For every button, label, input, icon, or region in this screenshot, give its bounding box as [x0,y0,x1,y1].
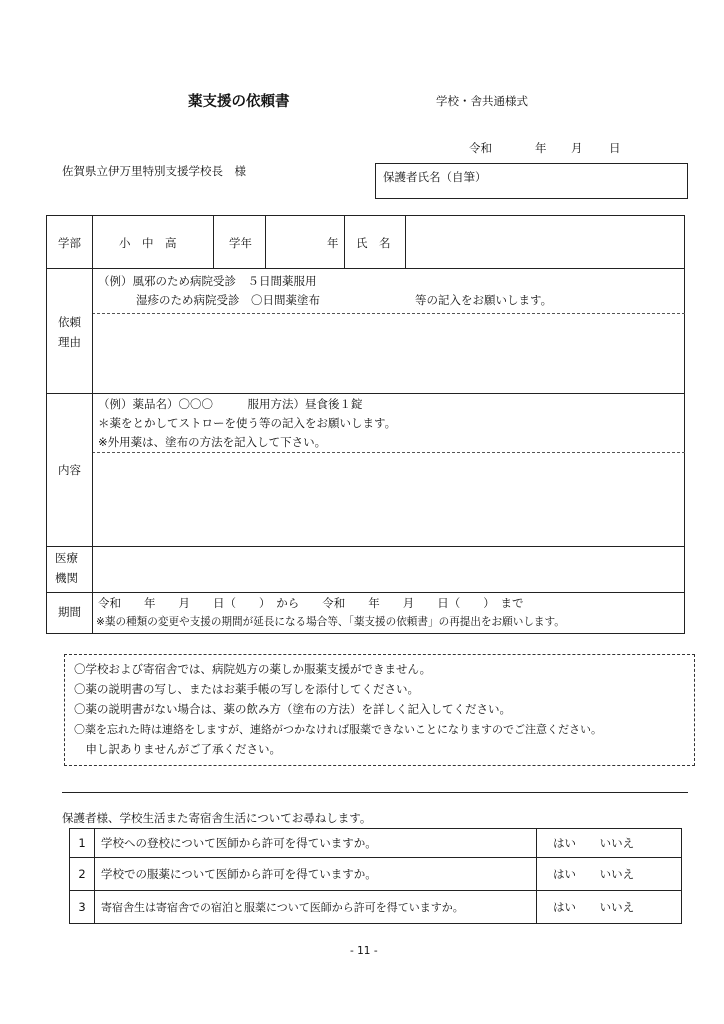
content-field[interactable] [96,455,681,543]
period-label: 期間 [58,605,81,619]
date-month: 月 [571,141,583,155]
grade-label: 学部 [58,236,81,250]
date-era: 令和 [469,141,492,155]
col-divider [213,215,214,268]
period-line[interactable]: 令和 年 月 日（ ） から 令和 年 月 日（ ） まで [98,596,524,610]
row-divider [46,592,685,593]
addressee: 佐賀県立伊万里特別支援学校長 様 [62,164,246,178]
notice-item: 〇薬の説明書がない場合は、薬の飲み方（塗布の方法）を詳しく記入してください。 [74,702,511,716]
col-divider [265,215,266,268]
answer-no[interactable]: いいえ [599,900,635,914]
row-divider [46,546,685,547]
form-type: 学校・舎共通様式 [436,94,528,108]
questions-intro: 保護者様、学校生活また寄宿舎生活についてお尋ねします。 [62,811,372,825]
table-row [70,829,682,858]
question-text: 学校への登校について医師から許可を得ていますか。 [95,829,537,858]
medical-institution-field[interactable] [96,550,681,588]
row-divider [46,393,685,394]
answer-no[interactable]: いいえ [599,836,635,850]
col-divider [405,215,406,268]
reason-example-1: （例）風邪のため病院受診 ５日間薬服用 [98,274,317,288]
division-options[interactable]: 小 中 高 [119,236,177,250]
answer-cell [537,891,682,924]
question-text: 学校での服薬について医師から許可を得ていますか。 [95,858,537,891]
year-unit: 年 [327,236,339,250]
medical-label-line1: 医療 [55,551,78,565]
reason-label-line2: 理由 [58,335,81,349]
content-example-2: ＊薬をとかしてストローを使う等の記入をお願いします。 [98,416,397,430]
medical-label-line2: 機関 [55,571,78,585]
year-label: 学年 [229,236,252,250]
guardian-signature-field[interactable] [375,163,688,199]
questions-table [69,828,682,924]
content-example-3: ※外用薬は、塗布の方法を記入して下さい。 [98,435,327,449]
question-text: 寄宿舎生は寄宿舎での宿泊と服薬について医師から許可を得ていますか。 [95,891,537,924]
answer-no[interactable]: いいえ [599,867,635,881]
table-row [70,858,682,891]
date-day: 日 [609,141,621,155]
period-note: ※薬の種類の変更や支援の期間が延長になる場合等、「薬支援の依頼書」の再提出をお願いします。 [96,616,565,628]
page-title: 薬支援の依頼書 [188,94,290,110]
answer-yes[interactable]: はい [553,867,576,881]
notice-item: 〇薬を忘れた時は連絡をしますが、連絡がつかなければ服薬できないことになりますのでご注意ください。 [74,723,602,736]
example-divider [92,313,685,314]
guardian-label: 保護者氏名（自筆） [383,170,487,184]
answer-cell [537,829,682,858]
answer-yes[interactable]: はい [553,900,576,914]
label-column-divider [92,215,93,634]
content-example-1: （例）薬品名）〇〇〇 服用方法）昼食後１錠 [98,397,363,411]
notice-item: 〇薬の説明書の写し、またはお薬手帳の写しを添付してください。 [74,682,419,696]
question-number: 3 [70,891,95,924]
reason-field[interactable] [96,316,681,390]
reason-label-line1: 依頼 [58,315,81,329]
reason-example-2: 湿疹のため病院受診 〇日間薬塗布 [136,293,320,307]
table-row [70,891,682,924]
section-separator [62,792,688,793]
example-divider [92,452,685,453]
notice-item: 申し訳ありませんがご了承ください。 [74,742,281,756]
name-field[interactable] [412,222,680,262]
question-number: 2 [70,858,95,891]
answer-cell [537,858,682,891]
content-label: 内容 [58,463,81,477]
date-year: 年 [535,141,547,155]
name-label: 氏 名 [356,236,391,250]
question-number: 1 [70,829,95,858]
row-divider [46,268,685,269]
col-divider [344,215,345,268]
notice-item: 〇学校および寄宿舎では、病院処方の薬しか服薬支援ができません。 [74,662,432,676]
answer-yes[interactable]: はい [553,836,576,850]
reason-example-note: 等の記入をお願いします。 [415,293,553,307]
page-number: - 11 - [350,945,378,957]
